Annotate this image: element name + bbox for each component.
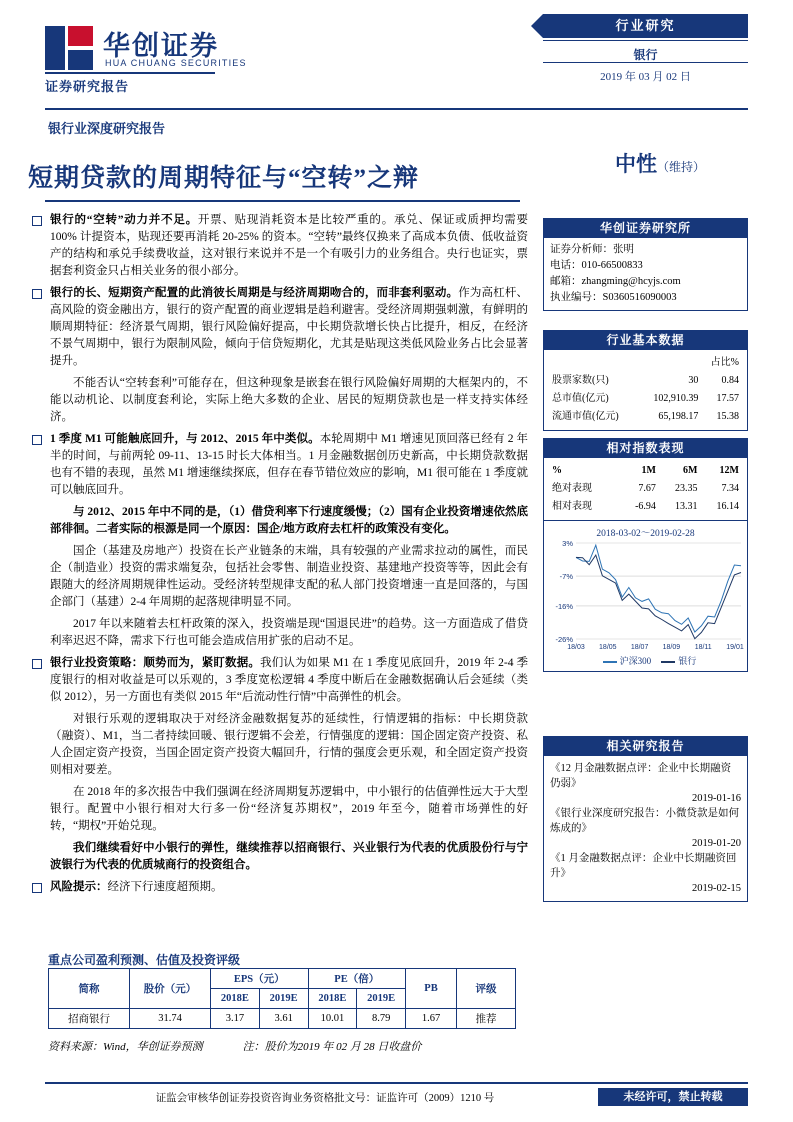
institute-body bbox=[543, 238, 748, 311]
table-source bbox=[48, 1038, 421, 1054]
bullet-lead: 银行的长、短期资产配置的此消彼长周期是与经济周期吻合的，而非套利驱动。 bbox=[50, 287, 459, 299]
report-title[interactable]: 《银行业深度研究报告：小微贷款是如何炼成的》 bbox=[550, 808, 739, 834]
institute-box bbox=[543, 218, 748, 311]
chart-title: 2018-03-02～2019-02-28 bbox=[596, 529, 695, 539]
analyst-email: 邮箱：zhangming@hcyjs.com bbox=[550, 276, 681, 287]
paragraph-bold: 我们继续看好中小银行的弹性，继续推荐以招商银行、兴业银行为代表的优质股份行与宁波银行为代表的优质城商行的投资组合。 bbox=[50, 842, 528, 871]
bullet-text: 作为高杠杆、高风险的资金融出方，银行的资产配置的商业逻辑是趋利避害。受经济周期强刺激，有鲜明的顺周期特征：经济景气周期，银行风险偏好提高，中长期贷款增长快占比提升，相反，在经济不景气周期中，银行为限制风险，倾向于信贷短期化，尤其是贴现这类低风险业务占比会显著提升。 bbox=[50, 287, 528, 367]
footer-right-badge: 未经许可，禁止转载 bbox=[598, 1088, 748, 1106]
table-row bbox=[550, 408, 741, 426]
rating-value: 中性 bbox=[614, 152, 657, 176]
logo-mark-icon bbox=[45, 26, 93, 70]
bullet-item-risk bbox=[28, 879, 528, 896]
related-reports-box bbox=[543, 736, 748, 902]
risk-lead: 风险提示： bbox=[50, 881, 108, 893]
sub-eps-2018: 2018E bbox=[211, 989, 260, 1009]
col-pb: PB bbox=[406, 969, 457, 1009]
related-reports-head: 相关研究报告 bbox=[543, 736, 748, 756]
bullet-item bbox=[28, 212, 528, 280]
table-row bbox=[550, 498, 741, 516]
document-kind: 银行业深度研究报告 bbox=[48, 121, 166, 136]
cell-pb: 1.67 bbox=[406, 1009, 457, 1029]
paragraph: 国企（基建及房地产）投资在长产业链条的末端，具有较强的产业需求拉动的属性，而民企（制造业）投资的需求端复杂，包括社会零售、制造业投资、基建地产投资等等，因此会有跟随大的经济周期规律性运动。受经济转型规律支配的私人部门投资增速一直是回落的，与国企部门（基建）2-4 年周期的起落规律明显不同。 bbox=[50, 545, 528, 608]
col-eps: EPS（元） bbox=[211, 969, 309, 989]
related-reports-list bbox=[543, 756, 748, 902]
svg-text:-7%: -7% bbox=[559, 572, 573, 582]
svg-text:19/01: 19/01 bbox=[726, 644, 744, 651]
svg-text:-16%: -16% bbox=[555, 601, 573, 611]
label: 总市值(亿元) bbox=[552, 393, 609, 404]
logo-name-en: HUA CHUANG SECURITIES bbox=[105, 58, 247, 68]
logo-name-cn: 华创证券 bbox=[103, 31, 219, 61]
cell-price: 31.74 bbox=[130, 1009, 211, 1029]
basic-data-table bbox=[550, 354, 741, 426]
table-row bbox=[550, 390, 741, 408]
report-date: 2019-02-15 bbox=[692, 883, 741, 894]
bullet-text: 开票、贴现消耗资本是比较严重的。承兑、保证或质押均需要 100% 计提资本，贴现还要再消耗 20-25% 的资本。“空转”最终仅换来了高成本负债、低收益资产的结构和承兑手续费收益，这对银行来说并不是一个有吸引力的业务组合。央行也证实，票据套利资金只占相关业务的很小部分。 bbox=[50, 214, 529, 277]
table-header-row bbox=[550, 354, 741, 372]
cell-rating: 推荐 bbox=[457, 1009, 516, 1029]
footer-left-text: 证监会审核华创证券投资咨询业务资格批文号：证监许可（2009）1210 号 bbox=[155, 1093, 495, 1104]
source-note: 注：股价为2019 年 02 月 28 日收盘价 bbox=[242, 1041, 422, 1053]
svg-text:18/07: 18/07 bbox=[630, 644, 649, 651]
institute-head: 华创证券研究所 bbox=[543, 218, 748, 238]
bullet-list bbox=[28, 212, 528, 370]
share: 17.57 bbox=[716, 393, 739, 404]
label: 相对表现 bbox=[552, 501, 592, 512]
company-logo bbox=[45, 22, 275, 84]
svg-text:18/11: 18/11 bbox=[694, 644, 712, 651]
col-6m: 6M bbox=[682, 465, 698, 476]
bullet-item bbox=[28, 655, 528, 706]
profit-table bbox=[48, 968, 516, 1029]
table-row bbox=[550, 372, 741, 390]
report-body bbox=[28, 212, 528, 901]
col-12m: 12M bbox=[719, 465, 739, 476]
page-title: 短期贷款的周期特征与“空转”之辩 bbox=[28, 165, 420, 192]
top-divider bbox=[45, 108, 748, 110]
basic-data-head: 行业基本数据 bbox=[543, 330, 748, 350]
table-row bbox=[550, 480, 741, 498]
bullet-list-risk bbox=[28, 879, 528, 896]
bullet-list-2 bbox=[28, 431, 528, 499]
legend-bank: 银行 bbox=[678, 656, 697, 666]
analyst-phone: 电话：010-66500833 bbox=[550, 260, 643, 271]
paragraph: 对银行乐观的逻辑取决于对经济金融数据复苏的延续性，行情逻辑的指标：中长期贷款（融资）、M1，当二者持续回暖、银行逻辑不会差，行情强度的逻辑：国企固定资产投资、私人企固定资产投资，当国企固定资产投资大幅回升，行情的强度会更乐观，和全固定资产投资则相对要差。 bbox=[50, 713, 528, 776]
bullet-text: 我们认为如果 M1 在 1 季度见底回升，2019 年 2-4 季度银行的相对收益是可以乐观的，3 季度宽松逻辑 4 季度中断后在金融数据确认后会延续（类似 2012），另一方面也有类似 2015 年“后流动性行情”中高弹性的机会。 bbox=[50, 657, 529, 703]
relative-perf-body bbox=[543, 458, 748, 521]
paragraph: 在 2018 年的多次报告中我们强调在经济周期复苏逻辑中，中小银行的估值弹性远大于大型银行。配置中小银行相对大行多一份“经济复苏期权”，2019 年至今，随着市场弹性的好转，“期权”开始兑现。 bbox=[50, 786, 528, 832]
report-title[interactable]: 《12 月金融数据点评：企业中长期融资仍弱》 bbox=[550, 763, 732, 789]
col-share: 占比% bbox=[710, 357, 739, 368]
relative-perf-box bbox=[543, 438, 748, 672]
svg-text:18/03: 18/03 bbox=[567, 644, 585, 651]
label: 绝对表现 bbox=[552, 483, 592, 494]
report-date: 2019-01-16 bbox=[692, 793, 741, 804]
table-header-row bbox=[49, 969, 516, 989]
report-title[interactable]: 《1 月金融数据点评：企业中长期融资回升》 bbox=[550, 853, 737, 879]
cell-name: 招商银行 bbox=[49, 1009, 130, 1029]
col-pct: % bbox=[552, 465, 562, 476]
header-divider-1 bbox=[543, 40, 748, 41]
svg-text:3%: 3% bbox=[562, 539, 573, 548]
sub-pe-2019: 2019E bbox=[357, 989, 406, 1009]
footer-divider bbox=[45, 1082, 748, 1084]
legend-hs300: 沪深300 bbox=[619, 656, 652, 666]
logo-divider bbox=[45, 72, 215, 74]
relative-perf-table bbox=[550, 462, 741, 516]
cell-pe-2019: 8.79 bbox=[357, 1009, 406, 1029]
header-divider-2 bbox=[543, 62, 748, 63]
bullet-text: 本轮周期中 M1 增速见顶回落已经有 2 年半的时间，与前两轮 09-11、13-15 时长大体相当。1 月金融数据创历史新高，中长期贷款数据也有不错的表现，虽然 M1 增速继续探底，但存在春节错位效应的影响，M1 很可能在 1 季度就可以触底回升。 bbox=[50, 433, 528, 496]
share: 0.84 bbox=[721, 375, 739, 386]
col-rating: 评级 bbox=[457, 969, 516, 1009]
chart-svg bbox=[544, 521, 747, 671]
title-divider bbox=[45, 200, 520, 202]
value-12m: 7.34 bbox=[721, 483, 739, 494]
cell-eps-2019: 3.61 bbox=[259, 1009, 308, 1029]
value-12m: 16.14 bbox=[716, 501, 739, 512]
bullet-lead: 银行业投资策略：顺势而为，紧盯数据。 bbox=[50, 657, 261, 669]
value: 30 bbox=[688, 375, 699, 386]
cell-pe-2018: 10.01 bbox=[308, 1009, 357, 1029]
label: 流通市值(亿元) bbox=[552, 411, 619, 422]
bullet-item bbox=[28, 431, 528, 499]
value-6m: 23.35 bbox=[674, 483, 698, 494]
relative-perf-head: 相对指数表现 bbox=[543, 438, 748, 458]
paragraph-bold: 与 2012、2015 年中不同的是，（1）借贷利率下行速度缓慢；（2）国有企业投资增速依然底部徘徊。二者实际的根源是同一个原因：国企/地方政府去杠杆的政策没有变化。 bbox=[50, 506, 528, 535]
col-1m: 1M bbox=[641, 465, 656, 476]
table-header-row bbox=[550, 462, 741, 480]
col-price: 股价（元） bbox=[130, 969, 211, 1009]
value: 65,198.17 bbox=[658, 411, 699, 422]
svg-text:-26%: -26% bbox=[555, 635, 573, 644]
value: 102,910.39 bbox=[653, 393, 699, 404]
share: 15.38 bbox=[716, 411, 739, 422]
sub-eps-2019: 2019E bbox=[259, 989, 308, 1009]
svg-text:18/05: 18/05 bbox=[599, 644, 617, 651]
rating-block bbox=[560, 148, 760, 178]
svg-text:18/09: 18/09 bbox=[662, 644, 681, 651]
header-tag: 行业研究 bbox=[543, 14, 748, 38]
col-name: 简称 bbox=[49, 969, 130, 1009]
report-date: 2019-01-20 bbox=[692, 838, 741, 849]
performance-chart bbox=[543, 521, 748, 672]
risk-text: 经济下行速度超预期。 bbox=[107, 881, 223, 893]
col-pe: PE（倍） bbox=[308, 969, 406, 989]
bullet-lead: 1 季度 M1 可能触底回升，与 2012、2015 年中类似。 bbox=[50, 433, 320, 445]
analyst-name: 证券分析师：张明 bbox=[550, 244, 634, 255]
table-row bbox=[49, 1009, 516, 1029]
bullet-lead: 银行的“空转”动力并不足。 bbox=[50, 214, 198, 226]
header-date: 2019 年 03 月 02 日 bbox=[600, 71, 691, 83]
bullet-item bbox=[28, 285, 528, 370]
value-1m: -6.94 bbox=[635, 501, 656, 512]
cell-eps-2018: 3.17 bbox=[211, 1009, 260, 1029]
source-text: 资料来源：Wind，华创证券预测 bbox=[48, 1041, 203, 1053]
value-1m: 7.67 bbox=[638, 483, 656, 494]
logo-subtitle: 证券研究报告 bbox=[45, 79, 130, 94]
analyst-license: 执业编号：S0360516090003 bbox=[550, 292, 677, 303]
rating-status: （维持） bbox=[656, 160, 705, 174]
label: 股票家数(只) bbox=[552, 375, 609, 386]
value-6m: 13.31 bbox=[674, 501, 698, 512]
basic-data-box bbox=[543, 330, 748, 431]
chart-legend bbox=[544, 654, 747, 667]
paragraph: 2017 年以来随着去杠杆政策的深入，投资端是现“国退民进”的趋势。这一方面造成了借贷利率迟迟不降，需求下行也可能会造成信用扩张的启动不足。 bbox=[50, 618, 528, 647]
sub-pe-2018: 2018E bbox=[308, 989, 357, 1009]
header-industry: 银行 bbox=[633, 48, 658, 62]
paragraph: 不能否认“空转套利”可能存在，但这种现象是嵌套在银行风险偏好周期的大框架内的，不能以动机论、以制度套利论，实际上绝大多数的企业、居民的短期贷款也是一样支持实体经济。 bbox=[50, 377, 528, 423]
basic-data-body bbox=[543, 350, 748, 431]
bullet-list-3 bbox=[28, 655, 528, 706]
profit-table-title: 重点公司盈利预测、估值及投资评级 bbox=[48, 953, 241, 967]
